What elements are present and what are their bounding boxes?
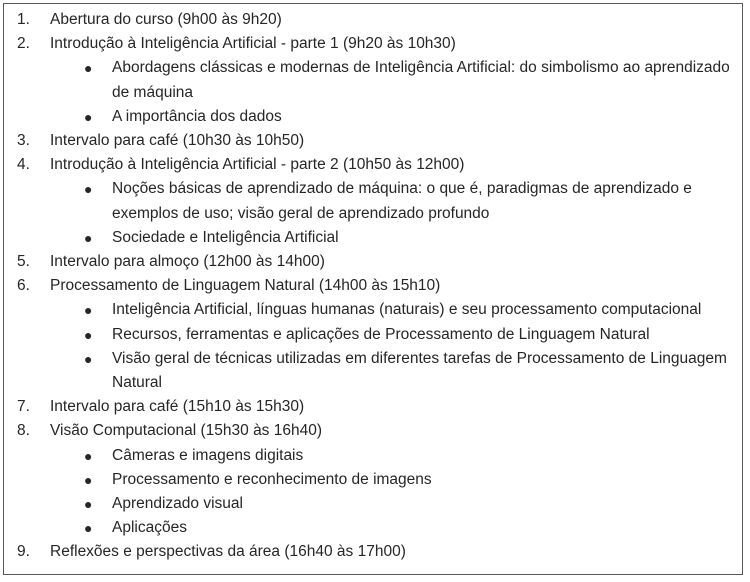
bullet-icon: ● <box>84 181 93 198</box>
bullet-icon: ● <box>84 350 93 367</box>
agenda-subitem-text: Aprendizado visual <box>112 494 243 512</box>
agenda-subitem <box>4 298 742 322</box>
agenda-subitem-text: Abordagens clássicas e modernas de Inteligência Artificial: do simbolismo ao aprendizado de máquina <box>112 59 730 101</box>
agenda-item-text: Intervalo para café (10h30 às 10h50) <box>50 131 305 149</box>
agenda-item-number: 5. <box>17 252 30 270</box>
agenda-subitem-text: Sociedade e Inteligência Artificial <box>112 228 339 246</box>
bullet-icon: ● <box>84 447 93 464</box>
agenda-subitem <box>4 177 742 225</box>
agenda-item <box>4 250 742 274</box>
agenda-item-text: Abertura do curso (9h00 às 9h20) <box>50 11 282 28</box>
agenda-box <box>3 3 743 575</box>
agenda-subitem <box>4 516 742 540</box>
agenda-item <box>4 8 742 32</box>
bullet-icon: ● <box>84 520 93 537</box>
bullet-icon: ● <box>84 302 93 319</box>
bullet-icon: ● <box>84 60 93 77</box>
agenda-item-number: 2. <box>17 35 30 53</box>
agenda-subitem-text: Recursos, ferramentas e aplicações de Processamento de Linguagem Natural <box>112 325 650 343</box>
agenda-item-text: Introdução à Inteligência Artificial - parte 1 (9h20 às 10h30) <box>50 35 456 53</box>
agenda-item <box>4 153 742 177</box>
agenda-item-number: 3. <box>17 131 30 149</box>
agenda-item-text: Reflexões e perspectivas da área (16h40 às 17h00) <box>50 543 406 561</box>
agenda-item <box>4 419 742 443</box>
agenda-list <box>4 8 742 565</box>
agenda-subitem <box>4 468 742 492</box>
agenda-subitem <box>4 347 742 395</box>
agenda-subitem-text: Inteligência Artificial, línguas humanas (naturais) e seu processamento computacional <box>112 301 702 319</box>
agenda-subitem <box>4 444 742 468</box>
agenda-subitem-text: Câmeras e imagens digitais <box>112 446 304 464</box>
agenda-item <box>4 32 742 56</box>
agenda-subitem-text: Noções básicas de aprendizado de máquina: o que é, paradigmas de aprendizado e exemplos de uso; visão geral de aprendizado profundo <box>112 180 692 222</box>
agenda-subitem <box>4 56 742 104</box>
agenda-item-text: Processamento de Linguagem Natural (14h00 às 15h10) <box>50 277 441 295</box>
agenda-item-text: Intervalo para café (15h10 às 15h30) <box>50 398 305 416</box>
agenda-item-number: 9. <box>17 543 30 561</box>
agenda-subitem <box>4 492 742 516</box>
agenda-item-number: 6. <box>17 277 30 295</box>
bullet-icon: ● <box>84 471 93 488</box>
agenda-subitem <box>4 226 742 250</box>
agenda-item-text: Visão Computacional (15h30 às 16h40) <box>50 422 323 440</box>
bullet-icon: ● <box>84 108 93 125</box>
agenda-item-number: 8. <box>17 422 30 440</box>
agenda-subitem <box>4 323 742 347</box>
bullet-icon: ● <box>84 229 93 246</box>
agenda-subitem-text: Aplicações <box>112 519 187 537</box>
agenda-item <box>4 274 742 298</box>
agenda-item-text: Introdução à Inteligência Artificial - parte 2 (10h50 às 12h00) <box>50 156 465 174</box>
agenda-subitem <box>4 105 742 129</box>
bullet-icon: ● <box>84 495 93 512</box>
agenda-subitem-text: A importância dos dados <box>112 107 282 125</box>
agenda-item-text: Intervalo para almoço (12h00 às 14h00) <box>50 252 325 270</box>
agenda-item-number: 4. <box>17 156 30 174</box>
agenda-subitem-text: Visão geral de técnicas utilizadas em diferentes tarefas de Processamento de Linguagem Natural <box>112 349 727 391</box>
agenda-subitem-text: Processamento e reconhecimento de imagens <box>112 470 432 488</box>
agenda-item <box>4 395 742 419</box>
agenda-item <box>4 129 742 153</box>
agenda-item <box>4 540 742 564</box>
agenda-item-number: 1. <box>17 11 30 28</box>
bullet-icon: ● <box>84 326 93 343</box>
agenda-item-number: 7. <box>17 398 30 416</box>
